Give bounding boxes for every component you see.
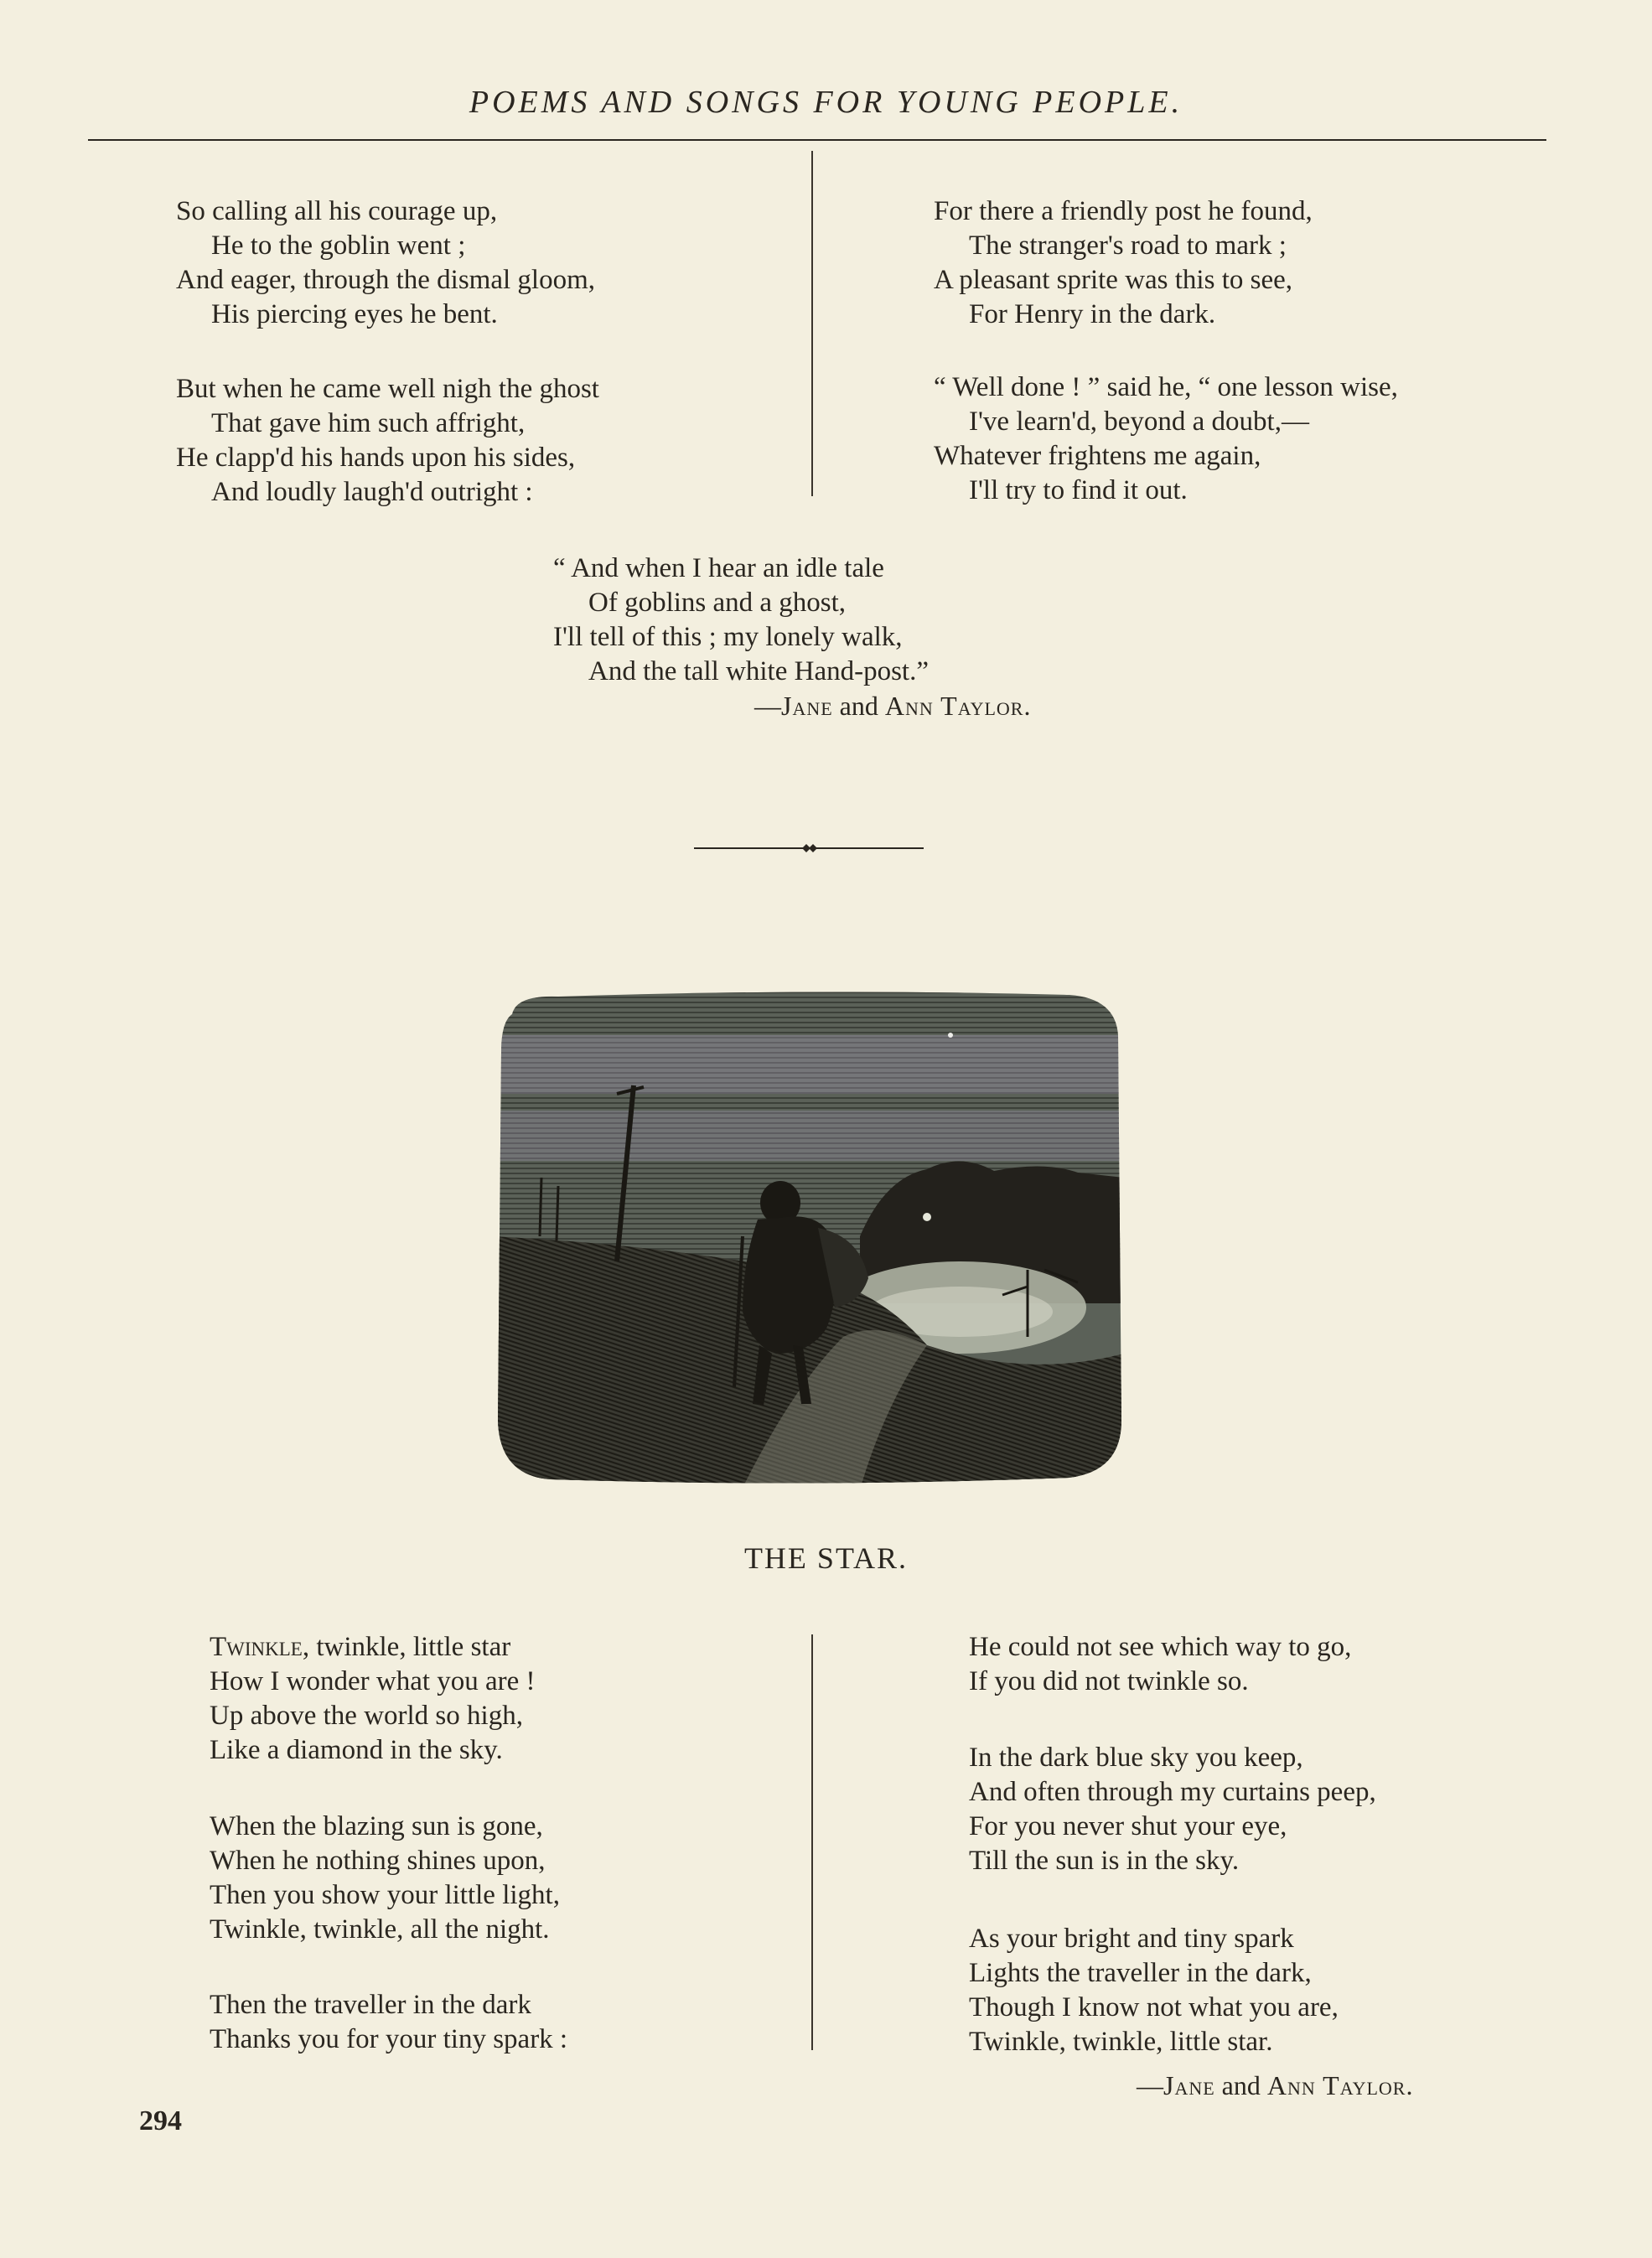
verse-line: I'll try to find it out. bbox=[969, 475, 1188, 505]
verse-line: Though I know not what you are, bbox=[969, 1992, 1339, 2022]
verse-line: But when he came well nigh the ghost bbox=[176, 374, 599, 404]
verse-line: Twinkle, twinkle, all the night. bbox=[210, 1914, 550, 1945]
attribution-dash: — bbox=[1137, 2070, 1163, 2100]
attribution-name: Jane bbox=[781, 691, 833, 721]
verse-line: And loudly laugh'd outright : bbox=[211, 477, 533, 507]
poem-title: THE STAR. bbox=[743, 1541, 909, 1575]
column-divider bbox=[811, 1634, 813, 2050]
poem2-left-stanza-3 bbox=[210, 1988, 567, 2057]
attribution-joiner: and bbox=[1214, 2070, 1267, 2100]
verse-line: The stranger's road to mark ; bbox=[969, 230, 1287, 261]
poem1-left-stanza-2 bbox=[176, 372, 599, 510]
poem1-right-stanza-2 bbox=[934, 370, 1398, 508]
attribution-dash: — bbox=[754, 691, 781, 721]
verse-line: Like a diamond in the sky. bbox=[210, 1735, 503, 1765]
verse-line bbox=[210, 1630, 536, 1665]
attribution-name: Ann Taylor. bbox=[884, 691, 1032, 721]
verse-line: Lights the traveller in the dark, bbox=[969, 1958, 1312, 1988]
verse-line: Whatever frightens me again, bbox=[934, 441, 1261, 471]
verse-line: “ Well done ! ” said he, “ one lesson wise, bbox=[934, 372, 1398, 402]
verse-line: Twinkle, twinkle, little star. bbox=[969, 2027, 1273, 2057]
attribution-name: Jane bbox=[1163, 2070, 1215, 2100]
poem1-attribution bbox=[754, 691, 1031, 722]
verse-line: As your bright and tiny spark bbox=[969, 1924, 1294, 1954]
poem2-right-stanza-3 bbox=[969, 1922, 1339, 2059]
poem2-left-stanza-2 bbox=[210, 1810, 560, 1947]
verse-line: He clapp'd his hands upon his sides, bbox=[176, 443, 576, 473]
attribution-joiner: and bbox=[832, 691, 885, 721]
running-head: POEMS AND SONGS FOR YOUNG PEOPLE. bbox=[469, 85, 1183, 120]
opening-word: Twinkle, bbox=[210, 1632, 310, 1662]
column-divider bbox=[811, 151, 813, 496]
page-number: 294 bbox=[139, 2105, 182, 2136]
poem1-final-stanza bbox=[553, 552, 929, 689]
verse-line: So calling all his courage up, bbox=[176, 196, 498, 226]
verse-line: I'll tell of this ; my lonely walk, bbox=[553, 622, 903, 652]
engraving-illustration bbox=[491, 985, 1124, 1489]
verse-line: If you did not twinkle so. bbox=[969, 1666, 1249, 1696]
header-rule bbox=[88, 139, 1546, 141]
verse-line-rest: twinkle, little star bbox=[309, 1632, 511, 1662]
verse-line: For Henry in the dark. bbox=[969, 299, 1216, 329]
poem2-right-stanza-1 bbox=[969, 1630, 1351, 1699]
verse-line: And the tall white Hand-post.” bbox=[588, 656, 929, 686]
verse-line: A pleasant sprite was this to see, bbox=[934, 265, 1293, 295]
verse-line: His piercing eyes he bent. bbox=[211, 299, 498, 329]
verse-line: When the blazing sun is gone, bbox=[210, 1811, 543, 1841]
verse-line: For you never shut your eye, bbox=[969, 1811, 1287, 1841]
verse-line: Of goblins and a ghost, bbox=[588, 588, 847, 618]
verse-line: And eager, through the dismal gloom, bbox=[176, 265, 595, 295]
verse-line: Up above the world so high, bbox=[210, 1701, 523, 1731]
verse-line: Then the traveller in the dark bbox=[210, 1990, 531, 2020]
verse-line: In the dark blue sky you keep, bbox=[969, 1743, 1303, 1773]
poem2-left-stanza-1 bbox=[210, 1630, 536, 1768]
verse-line: He could not see which way to go, bbox=[969, 1632, 1352, 1662]
verse-line: Then you show your little light, bbox=[210, 1880, 560, 1910]
verse-line: And often through my curtains peep, bbox=[969, 1777, 1376, 1807]
verse-line: Thanks you for your tiny spark : bbox=[210, 2024, 568, 2054]
attribution-name: Ann Taylor. bbox=[1266, 2070, 1414, 2100]
verse-line: Till the sun is in the sky. bbox=[969, 1846, 1240, 1876]
poem2-attribution bbox=[1137, 2070, 1413, 2101]
verse-line: He to the goblin went ; bbox=[211, 230, 466, 261]
verse-line: For there a friendly post he found, bbox=[934, 196, 1313, 226]
poem1-right-stanza-1 bbox=[934, 194, 1313, 332]
verse-line: I've learn'd, beyond a doubt,— bbox=[969, 407, 1309, 437]
ornamental-rule bbox=[694, 838, 924, 858]
poem1-left-stanza-1 bbox=[176, 194, 595, 332]
verse-line: “ And when I hear an idle tale bbox=[553, 553, 884, 583]
poem2-right-stanza-2 bbox=[969, 1741, 1376, 1878]
verse-line: How I wonder what you are ! bbox=[210, 1666, 536, 1696]
verse-line: When he nothing shines upon, bbox=[210, 1846, 546, 1876]
verse-line: That gave him such affright, bbox=[211, 408, 526, 438]
